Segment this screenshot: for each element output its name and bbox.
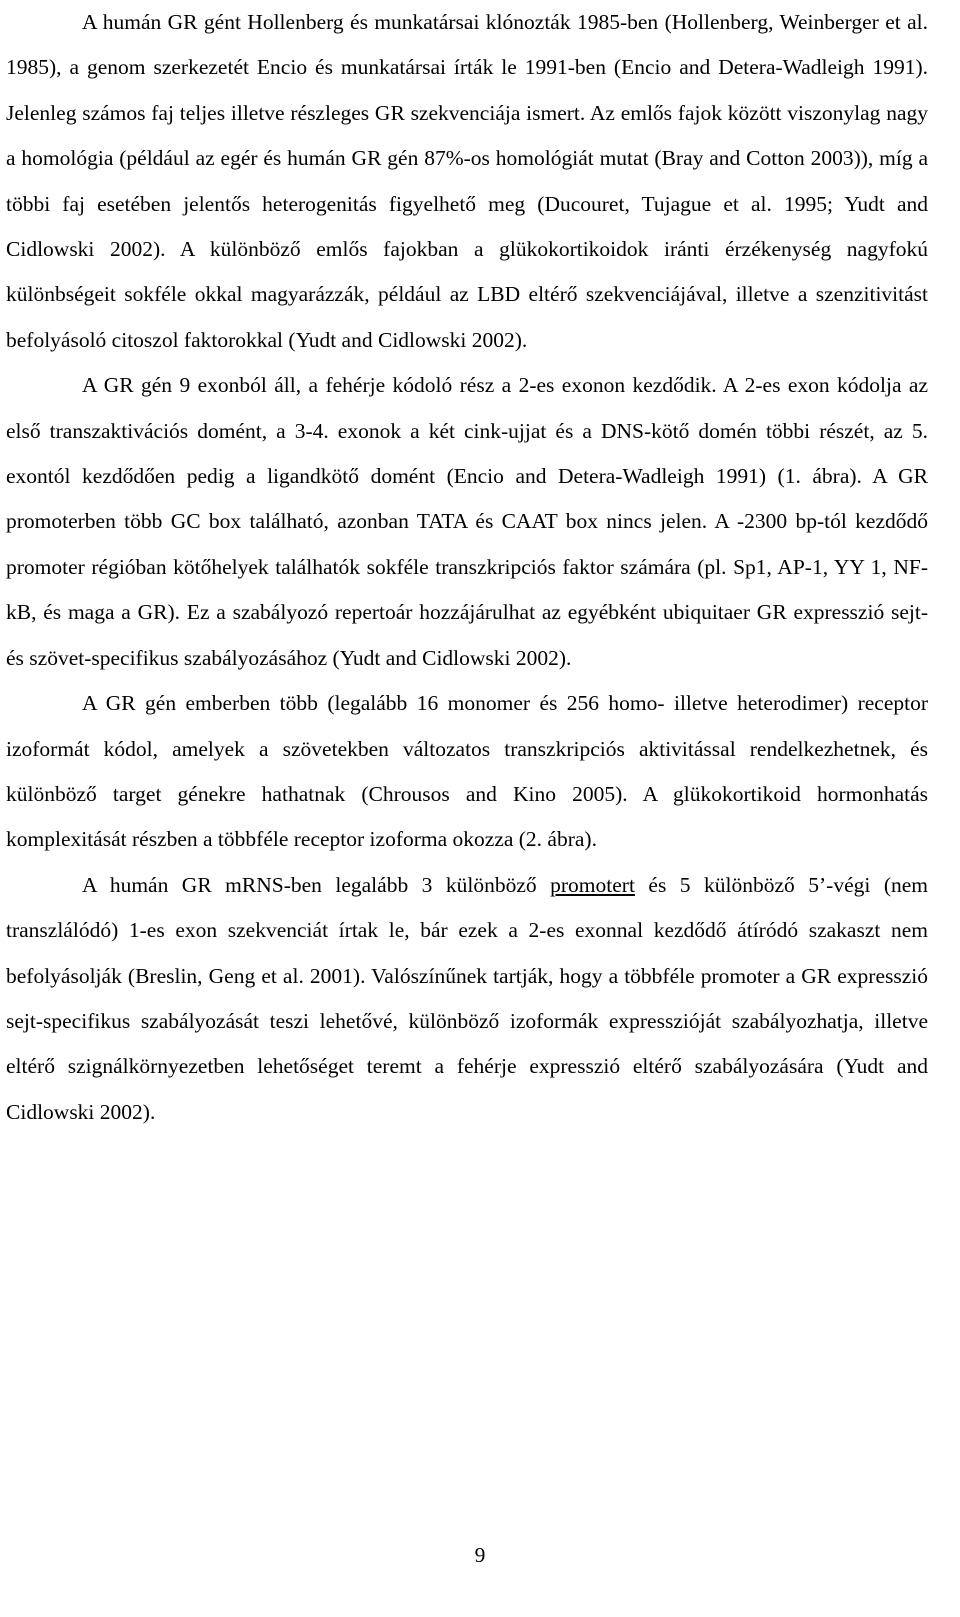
page-number: 9 <box>474 1543 486 1567</box>
paragraph-gr-isoforms: A GR gén emberben több (legalább 16 monomer és 256 homo- illetve heterodimer) receptor izoformát kódol, amelyek a szövetekben változatos transzkripciós aktivitással rendelkezhetnek, és különböző target génekre hathatnak (Chrousos and Kino 2005). A glükokortikoid hormonhatás komplexitását részben a többféle receptor izoforma okozza (2. ábra). <box>6 691 928 852</box>
paragraph-gr-gene-structure: A GR gén 9 exonból áll, a fehérje kódoló rész a 2-es exonon kezdődik. A 2-es exon kódolja az első transzaktivációs domént, a 3-4. exonok a két cink-ujjat és a DNS-kötő domén többi részét, az 5. exontól kezdődően pedig a ligandkötő domént (Encio and Detera-Wadleigh 1991) (1. ábra). A GR promoterben több GC box található, azonban TATA és CAAT box nincs jelen. A -2300 bp-tól kezdődő promoter régióban kötőhelyek találhatók sokféle transzkripciós faktor számára (pl. Sp1, AP-1, YY 1, NF-kB, és maga a GR). Ez a szabályozó repertoár hozzájárulhat az egyébként ubiquitaer GR expresszió sejt- és szövet-specifikus szabályozásához (Yudt and Cidlowski 2002). <box>6 373 928 670</box>
paragraph-text-start: A humán GR mRNS-ben legalább 3 különböző <box>82 872 551 897</box>
paragraph-gr-promoters <box>6 863 928 1135</box>
paragraph-gr-gene-cloning: A humán GR gént Hollenberg és munkatársai klónozták 1985-ben (Hollenberg, Weinberger et al. 1985), a genom szerkezetét Encio és munkatársai írták le 1991-ben (Encio and Detera-Wadleigh 1991). Jelenleg számos faj teljes illetve részleges GR szekvenciája ismert. Az emlős fajok között viszonylag nagy a homológia (például az egér és humán GR gén 87%-os homológiát mutat (Bray and Cotton 2003)), míg a többi faj esetében jelentős heterogenitás figyelhető meg (Ducouret, Tujague et al. 1995; Yudt and Cidlowski 2002). A különböző emlős fajokban a glükokortikoidok iránti érzékenység nagyfokú különbségeit sokféle okkal magyarázzák, például az LBD eltérő szekvenciájával, illetve a szenzitivitást befolyásoló citoszol faktorokkal (Yudt and Cidlowski 2002). <box>6 10 928 352</box>
paragraph-text-end: és 5 különböző 5’-végi (nem transzlálódó) 1-es exon szekvenciát írtak le, bár ezek a 2-es exonnal kezdődő átíródó szakaszt nem befolyásolják (Breslin, Geng et al. 2001). Valószínűnek tartják, hogy a többféle promoter a GR expresszió sejt-specifikus szabályozását teszi lehetővé, különböző izoformák expresszióját szabályozhatja, illetve eltérő szignálkörnyezetben lehetőséget teremt a fehérje expresszió eltérő szabályozására (Yudt and Cidlowski 2002). <box>6 872 928 1124</box>
document-body <box>6 0 928 1135</box>
underlined-term: promotert <box>550 872 635 897</box>
